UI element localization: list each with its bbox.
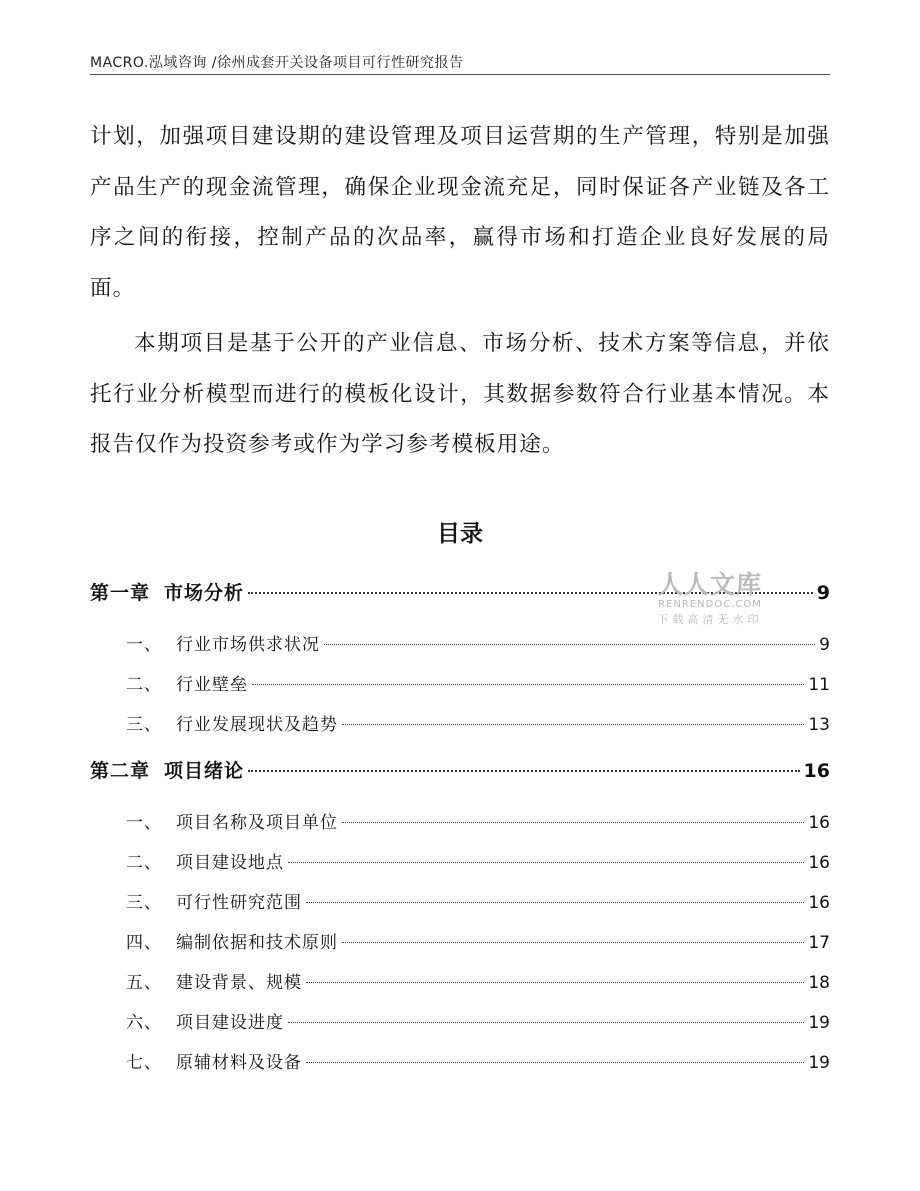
toc-page-number: 17 (808, 933, 830, 953)
dot-leader (306, 1062, 804, 1063)
toc-number: 五、 (126, 973, 162, 993)
toc-section[interactable] (90, 888, 830, 928)
toc-page-number: 19 (808, 1053, 830, 1073)
toc-number: 二、 (126, 853, 162, 873)
toc-section[interactable] (90, 630, 830, 670)
watermark-url: RENRENDOC.COM (658, 599, 762, 610)
toc-entry-title: 行业市场供求状况 (176, 635, 320, 655)
dot-leader (248, 592, 813, 594)
toc-page-number: 16 (808, 893, 830, 913)
toc-entry-title: 原辅材料及设备 (176, 1053, 302, 1073)
toc-page-number: 9 (816, 582, 830, 604)
toc-title: 目录 (437, 521, 483, 547)
toc-entry-title: 行业发展现状及趋势 (176, 715, 338, 735)
watermark-tagline: 下载高清无水印 (657, 613, 763, 626)
watermark-brand: 人人文库 (657, 570, 762, 599)
toc-number: 六、 (126, 1013, 162, 1033)
toc-page-number: 16 (803, 760, 830, 782)
toc-chapter-2[interactable] (90, 750, 830, 808)
toc-chapter-1[interactable] (90, 572, 830, 630)
paragraph: 本期项目是基于公开的产业信息、市场分析、技术方案等信息，并依托行业分析模型而进行的模板化设计，其数据参数符合行业基本情况。本报告仅作为投资参考或作为学习参考模板用途。 (90, 331, 830, 457)
header-rule (90, 74, 830, 75)
toc-section[interactable] (90, 710, 830, 750)
toc-page-number: 18 (808, 973, 830, 993)
toc-section[interactable] (90, 968, 830, 1008)
dot-leader (248, 770, 800, 772)
toc-number: 二、 (126, 675, 162, 695)
toc-number: 七、 (126, 1053, 162, 1073)
toc-section[interactable] (90, 928, 830, 968)
toc-section[interactable] (90, 1048, 830, 1088)
toc-entry-title: 行业壁垒 (176, 675, 248, 695)
table-of-contents (90, 572, 830, 1088)
toc-entry-title: 可行性研究范围 (176, 893, 302, 913)
toc-entry-title: 项目建设地点 (176, 853, 284, 873)
toc-number: 三、 (126, 893, 162, 913)
toc-page-number: 9 (819, 635, 830, 655)
dot-leader (324, 644, 815, 645)
dot-leader (342, 942, 804, 943)
toc-entry-title: 项目绪论 (164, 760, 245, 782)
toc-entry-title: 市场分析 (164, 582, 245, 604)
toc-entry-title: 编制依据和技术原则 (176, 933, 338, 953)
toc-number: 三、 (126, 715, 162, 735)
toc-page-number: 16 (808, 813, 830, 833)
body-text (90, 112, 830, 476)
dot-leader (342, 724, 804, 725)
dot-leader (342, 822, 804, 823)
toc-section[interactable] (90, 848, 830, 888)
toc-page-number: 13 (808, 715, 830, 735)
running-header: MACRO.泓域咨询 /徐州成套开关设备项目可行性研究报告 (90, 55, 464, 71)
toc-entry-title: 项目建设进度 (176, 1013, 284, 1033)
dot-leader (252, 684, 804, 685)
toc-number: 四、 (126, 933, 162, 953)
toc-page-number: 16 (808, 853, 830, 873)
toc-section[interactable] (90, 1008, 830, 1048)
paragraph: 计划，加强项目建设期的建设管理及项目运营期的生产管理，特别是加强产品生产的现金流管理，确保企业现金流充足，同时保证各产业链及各工序之间的衔接，控制产品的次品率，赢得市场和打造企业良好发展的局面。 (90, 124, 830, 301)
toc-section[interactable] (90, 670, 830, 710)
toc-entry-title: 建设背景、规模 (176, 973, 302, 993)
toc-number: 一、 (126, 813, 162, 833)
toc-entry-title: 项目名称及项目单位 (176, 813, 338, 833)
toc-number: 第一章 (90, 582, 151, 604)
toc-page-number: 11 (808, 675, 830, 695)
toc-number: 第二章 (90, 760, 151, 782)
toc-section[interactable] (90, 808, 830, 848)
dot-leader (306, 902, 804, 903)
dot-leader (306, 982, 804, 983)
dot-leader (288, 862, 804, 863)
toc-number: 一、 (126, 635, 162, 655)
toc-page-number: 19 (808, 1013, 830, 1033)
dot-leader (288, 1022, 804, 1023)
